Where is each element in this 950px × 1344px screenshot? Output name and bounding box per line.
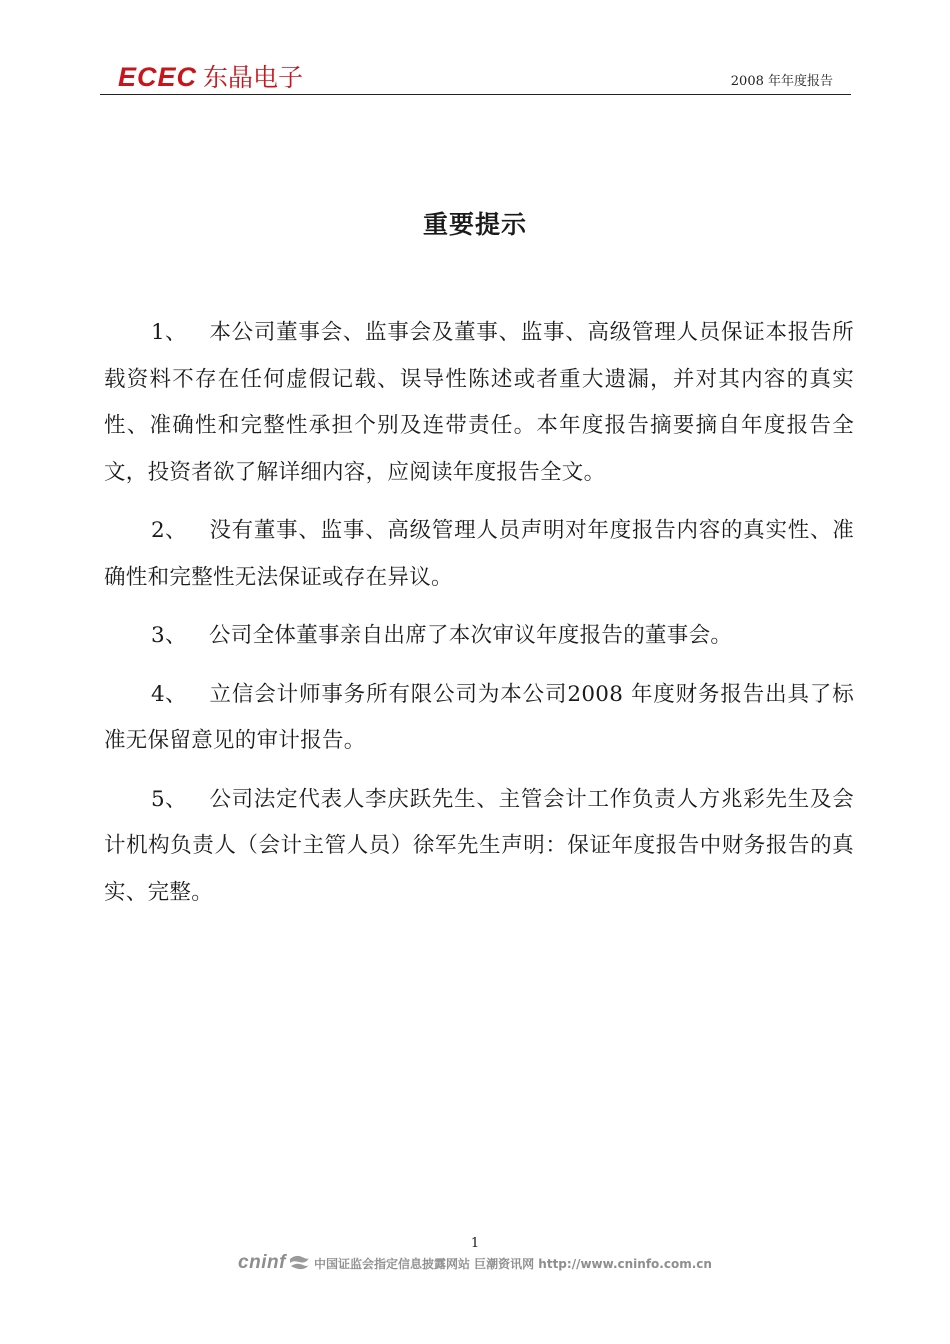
footer-text: 中国证监会指定信息披露网站 巨潮资讯网 http://www.cninfo.com.cn [313, 1257, 712, 1271]
notice-body [104, 310, 854, 928]
company-logo [118, 58, 303, 94]
paragraph-text: 公司法定代表人李庆跃先生、主管会计工作负责人方兆彩先生及会计机构负责人（会计主管人员）徐军先生声明：保证年度报告中财务报告的真实、完整。 [104, 786, 854, 905]
paragraph-text: 本公司董事会、监事会及董事、监事、高级管理人员保证本报告所载资料不存在任何虚假记载、误导性陈述或者重大遗漏，并对其内容的真实性、准确性和完整性承担个别及连带责任。本年度报告摘要摘自年度报告全文，投资者欲了解详细内容，应阅读年度报告全文。 [104, 320, 854, 485]
paragraph-number: 2、 [151, 518, 187, 543]
page-header [100, 54, 851, 95]
paragraph-number: 5、 [151, 786, 187, 812]
notice-paragraph-3 [104, 613, 854, 660]
page-title: 重要提示 [422, 210, 527, 239]
paragraph-number: 4、 [151, 681, 187, 707]
logo-company-name: 东晶电子 [203, 63, 304, 92]
paragraph-number: 1、 [151, 320, 187, 345]
cninfo-swirl-icon [288, 1254, 310, 1270]
paragraph-text: 立信会计师事务所有限公司为本公司2008 年度财务报告出具了标准无保留意见的审计报告。 [104, 681, 854, 753]
notice-paragraph-4 [104, 672, 854, 765]
page-number: 1 [470, 1236, 480, 1251]
logo-mark: ECEC [118, 62, 198, 92]
notice-paragraph-5 [104, 777, 854, 917]
paragraph-text: 没有董事、监事、高级管理人员声明对年度报告内容的真实性、准确性和完整性无法保证或存在异议。 [104, 518, 854, 590]
page-footer [0, 1252, 950, 1274]
paragraph-text: 公司全体董事亲自出席了本次审议年度报告的董事会。 [209, 623, 733, 648]
notice-paragraph-2 [104, 508, 854, 601]
cninfo-logo: cninf [238, 1252, 286, 1273]
notice-paragraph-1 [104, 310, 854, 496]
report-label: 2008 年年度报告 [730, 74, 833, 89]
paragraph-number: 3、 [151, 623, 187, 648]
